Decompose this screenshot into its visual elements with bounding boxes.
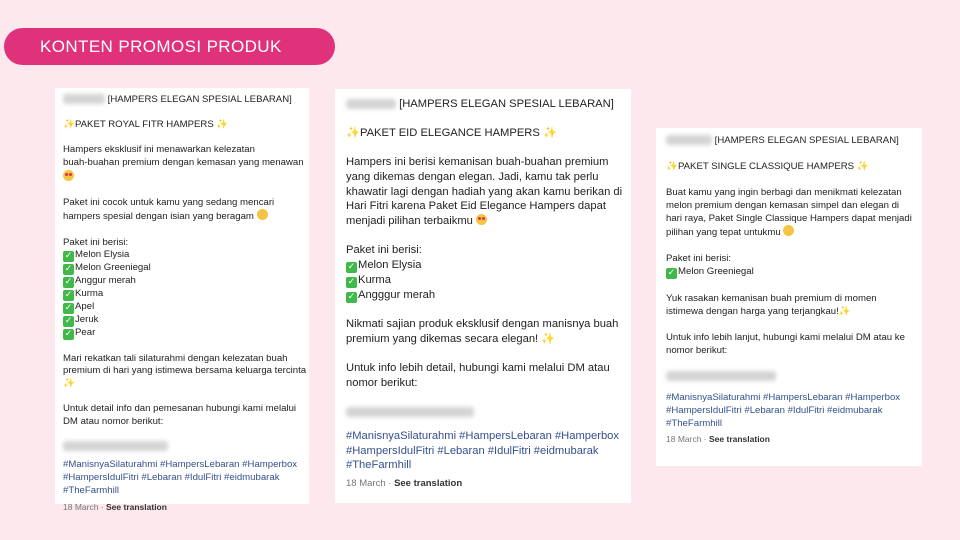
post-contact: Untuk info lebih lanjut, hubungi kami melalui DM atau ke nomor berikut:	[666, 332, 905, 356]
post-card-single-classique: [HAMPERS ELEGAN SPESIAL LEBARAN] ✨PAKET SINGLE CLASSIQUE HAMPERS ✨ Buat kamu yang ingin berbagi dan menikmati kelezatan melon premium dengan kemasan simpel dan elegan di hari raya, Paket Single Classique Hampers dapat menjadi pilihan yang tepat untukmu Paket ini berisi: ✓ Melon Greeniegal Yuk rasakan kemanisan buah premium di momen istimewa dengan harga yang terjangkau!✨ Untuk info lebih lanjut, hubungi kami melalui DM atau ke nomor berikut: #ManisnyaSilaturahmi #HampersLebaran #Hamperbox #HampersIdulFitri #Lebaran #IdulFitri #eidmubarak #TheFarmhill 18 March · See translation	[656, 128, 922, 466]
section-title: KONTEN PROMOSI PRODUK	[40, 36, 282, 56]
check-icon: ✓	[64, 251, 73, 262]
package-title: PAKET SINGLE CLASSIQUE HAMPERS	[677, 161, 855, 172]
post-closing: Mari rekatkan tali silaturahmi dengan kelezatan buah premium di hari yang istimewa bersama keluarga tercinta	[63, 352, 307, 377]
sparkles-icon: ✨	[346, 126, 360, 140]
contents-label: Paket ini berisi:	[666, 253, 732, 264]
post-intro: Hampers eksklusif ini menawarkan kelezatan buah-buahan premium dengan kemasan yang menawan	[63, 144, 304, 168]
list-item: ✓ Melon Elysia	[347, 258, 422, 272]
redacted-username	[666, 135, 712, 145]
list-item: ✓ Angggur merah	[347, 288, 436, 302]
list-item: ✓ Melon Greeniegal	[64, 262, 151, 275]
post-intro: Hampers ini berisi kemanisan buah-buahan premium yang dikemas dengan elegan. Jadi, kamu tak perlu khawatir lagi dengan hadiah yang akan kamu berikan di Hari Fitri karena Paket Eid Elegance Hampers dapat menjadi pilihan terbaikmu	[346, 156, 623, 227]
redacted-username	[346, 99, 396, 109]
see-translation-link[interactable]: See translation	[394, 478, 463, 490]
heart-eyes-icon	[63, 170, 74, 181]
post-header-line: [HAMPERS ELEGAN SPESIAL LEBARAN]	[399, 98, 614, 110]
post-card-eid-elegance: [HAMPERS ELEGAN SPESIAL LEBARAN] ✨PAKET EID ELEGANCE HAMPERS ✨ Hampers ini berisi kemanisan buah-buahan premium yang dikemas dengan elegan. Jadi, kamu tak perlu khawatir lagi dengan hadiah yang akan kamu berikan di Hari Fitri karena Paket Eid Elegance Hampers dapat menjadi pilihan terbaikmu Paket ini berisi: ✓ Melon Elysia ✓ Kurma ✓ Angggur merah Nikmati sajian produk eksklusif dengan manisnya buah premium yang dikemas secara elegan! ✨ Untuk info lebih detail, hubungi kami melalui DM atau nomor berikut: #ManisnyaSilaturahmi #HampersLebaran #Hamperbox #HampersIdulFitri #Lebaran #IdulFitri #eidmubarak #TheFarmhill 18 March · See translation	[335, 89, 631, 503]
contents-label: Paket ini berisi:	[346, 243, 422, 256]
sparkles-icon: ✨	[63, 119, 75, 131]
redacted-phone-number	[666, 371, 776, 381]
list-item: ✓ Apel	[64, 301, 95, 314]
section-title-banner	[4, 28, 335, 65]
redacted-username	[63, 94, 105, 104]
check-icon: ✓	[64, 303, 73, 314]
post-date: 18 March	[666, 434, 702, 444]
check-icon: ✓	[64, 264, 73, 275]
package-title: PAKET EID ELEGANCE HAMPERS	[359, 127, 540, 140]
smile-icon	[783, 225, 794, 236]
post-closing: Yuk rasakan kemanisan buah premium di momen istimewa dengan harga yang terjangkau!	[666, 293, 877, 317]
check-icon: ✓	[64, 316, 73, 327]
check-icon: ✓	[64, 329, 73, 340]
list-item: ✓ Pear	[64, 327, 96, 340]
list-item: ✓ Jeruk	[64, 314, 99, 327]
list-item: ✓ Kurma	[64, 288, 104, 301]
check-icon: ✓	[64, 277, 73, 288]
sparkles-icon: ✨	[856, 161, 869, 172]
see-translation-link[interactable]: See translation	[709, 434, 770, 444]
list-item: ✓ Melon Greeniegal	[667, 266, 754, 278]
smile-icon	[257, 209, 268, 220]
post-header-line: [HAMPERS ELEGAN SPESIAL LEBARAN]	[714, 135, 899, 146]
hashtags[interactable]: #ManisnyaSilaturahmi #HampersLebaran #Hamperbox #HampersIdulFitri #Lebaran #IdulFitri #eidmubarak #TheFarmhill	[346, 430, 619, 472]
redacted-phone-number	[63, 441, 168, 451]
sparkles-icon: ✨	[63, 377, 75, 389]
see-translation-link[interactable]: See translation	[106, 502, 167, 513]
sparkles-icon: ✨	[666, 161, 678, 172]
check-icon: ✓	[347, 291, 356, 302]
list-item: ✓ Melon Elysia	[64, 249, 130, 262]
redacted-phone-number	[346, 407, 474, 417]
sparkles-icon: ✨	[541, 331, 556, 345]
post-target: Paket ini cocok untuk kamu yang sedang mencari hampers spesial dengan isian yang beragam	[63, 196, 275, 223]
sparkles-icon: ✨	[838, 306, 851, 317]
list-item: ✓ Anggur merah	[64, 275, 136, 288]
check-icon: ✓	[64, 290, 73, 301]
hashtags[interactable]: #ManisnyaSilaturahmi #HampersLebaran #Hamperbox #HampersIdulFitri #Lebaran #IdulFitri #eidmubarak #TheFarmhill	[63, 459, 298, 496]
post-card-royal-fitr: [HAMPERS ELEGAN SPESIAL LEBARAN] ✨PAKET ROYAL FITR HAMPERS ✨ Hampers eksklusif ini menawarkan kelezatan buah-buahan premium dengan kemasan yang menawan Paket ini cocok untuk kamu yang sedang mencari hampers spesial dengan isian yang beragam Paket ini berisi: ✓ Melon Elysia ✓ Melon Greeniegal ✓ Anggur merah ✓ Kurma ✓ Apel ✓ Jeruk ✓ Pear Mari rekatkan tali silaturahmi dengan kelezatan buah premium di hari yang istimewa bersama keluarga tercinta ✨ Untuk detail info dan pemesanan hubungi kami melalui DM atau nomor berikut: #ManisnyaSilaturahmi #HampersLebaran #Hamperbox #HampersIdulFitri #Lebaran #IdulFitri #eidmubarak #TheFarmhill 18 March · See translation	[55, 88, 309, 504]
package-title: PAKET ROYAL FITR HAMPERS	[74, 119, 214, 131]
post-closing: Nikmati sajian produk eksklusif dengan manisnya buah premium yang dikemas secara elegan!	[346, 318, 619, 345]
post-date: 18 March	[63, 502, 99, 513]
post-contact: Untuk detail info dan pemesanan hubungi kami melalui DM atau nomor berikut:	[63, 403, 297, 427]
check-icon: ✓	[347, 276, 356, 287]
contents-label: Paket ini berisi:	[63, 236, 129, 248]
check-icon: ✓	[667, 268, 676, 278]
sparkles-icon: ✨	[542, 126, 557, 140]
sparkles-icon: ✨	[216, 119, 229, 131]
post-date: 18 March	[346, 478, 386, 490]
check-icon: ✓	[347, 261, 356, 272]
post-header-line: [HAMPERS ELEGAN SPESIAL LEBARAN]	[107, 94, 292, 105]
post-intro: Buat kamu yang ingin berbagi dan menikmati kelezatan melon premium dengan kemasan simpel dan elegan di hari raya, Paket Single Classique Hampers dapat menjadi pilihan yang tepat untukmu	[666, 187, 912, 238]
hashtags[interactable]: #ManisnyaSilaturahmi #HampersLebaran #Hamperbox #HampersIdulFitri #Lebaran #IdulFitri #eidmubarak #TheFarmhill	[666, 392, 901, 429]
post-contact: Untuk info lebih detail, hubungi kami melalui DM atau nomor berikut:	[346, 361, 610, 389]
heart-eyes-icon	[476, 214, 487, 225]
list-item: ✓ Kurma	[347, 273, 391, 287]
